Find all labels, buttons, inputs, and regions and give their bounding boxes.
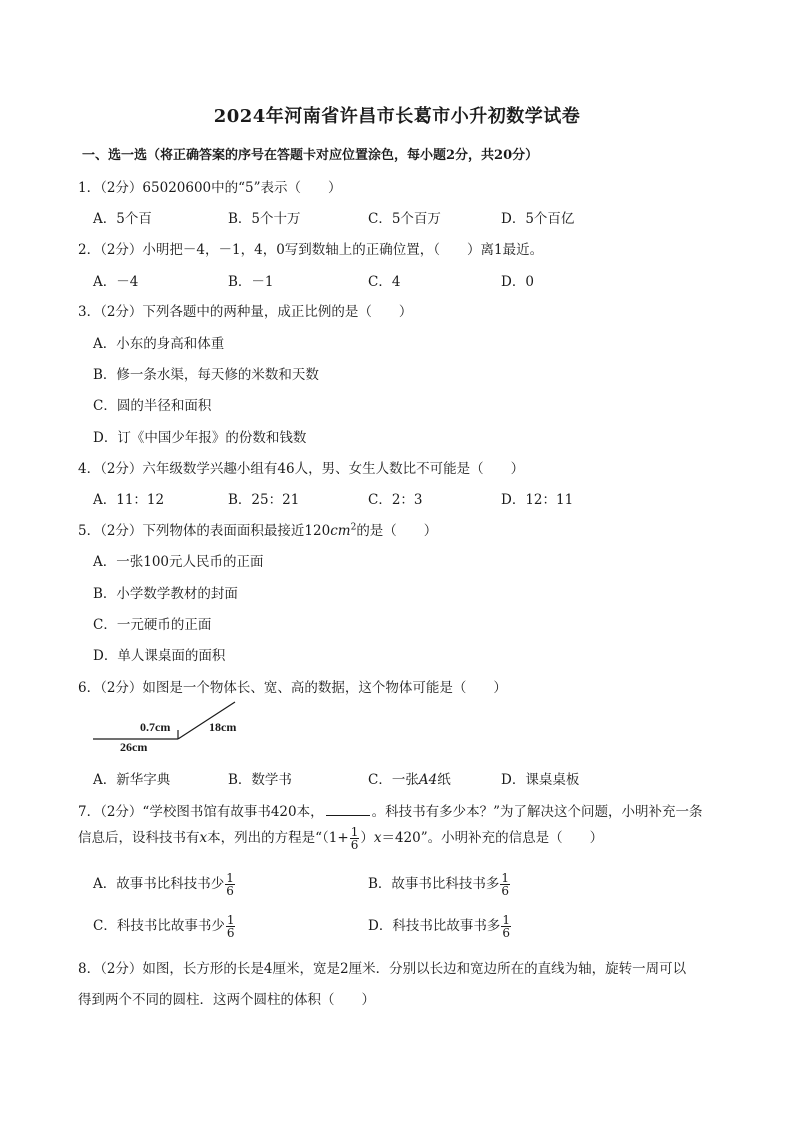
question-5-unit: cm — [330, 523, 351, 539]
fraction-denominator: 6 — [502, 926, 510, 940]
page-title: 2024年河南省许昌市长葛市小升初数学试卷 — [213, 106, 581, 127]
question-7-option-b-text: B．故事书比科技书多 — [368, 876, 500, 892]
height-label: 0.7cm — [140, 720, 171, 734]
question-2-option-d: D．0 — [501, 274, 534, 290]
length-label: 26cm — [120, 740, 148, 754]
question-4-option-d: D．12：11 — [501, 492, 574, 508]
question-1-option-d: D．5个百亿 — [501, 211, 575, 227]
fraction-denominator: 6 — [226, 926, 235, 940]
question-3-option-d: D．订《中国少年报》的份数和钱数 — [93, 430, 307, 446]
question-6-option-c-end: 纸 — [437, 772, 451, 788]
fraction-denominator: 6 — [501, 884, 510, 898]
question-1-option-c: C．5个百万 — [368, 211, 441, 227]
question-2-option-a: A．－4 — [93, 274, 139, 290]
question-7-stem-line-1 — [78, 800, 703, 820]
question-5-stem — [78, 519, 437, 539]
question-4-option-c: C．2：3 — [368, 492, 423, 508]
fraction-numerator: 1 — [226, 871, 234, 885]
question-7-line-2-end: ＝420”。小明补充的信息是（ ） — [381, 830, 604, 846]
question-7-option-a — [93, 872, 236, 897]
question-8-stem-line-2: 得到两个不同的圆柱．这两个圆柱的体积（ ） — [78, 992, 375, 1008]
question-4-stem: 4．（2分）六年级数学兴趣小组有46人，男、女生人数比不可能是（ ） — [78, 461, 525, 477]
fraction-numerator: 1 — [502, 913, 510, 927]
question-7-blank — [326, 803, 370, 816]
question-7-option-c-text: C．科技书比故事书少 — [93, 918, 225, 934]
question-7-option-d — [368, 914, 512, 939]
question-7-equation-start: 本，列出的方程是“（1+ — [207, 830, 349, 846]
section-heading: 一、选一选（将正确答案的序号在答题卡对应位置涂色，每小题2分，共20分） — [82, 148, 539, 163]
question-2-option-c: C．4 — [368, 274, 401, 290]
question-4-option-a: A．11：12 — [93, 492, 165, 508]
question-2-stem: 2．（2分）小明把－4，－1，4，0写到数轴上的正确位置，（ ）离1最近。 — [78, 242, 544, 258]
question-7-equation-paren: ） — [360, 830, 374, 846]
question-5-option-c: C．一元硬币的正面 — [93, 617, 212, 633]
question-6-option-d: D．课桌桌板 — [501, 772, 580, 788]
question-7-line-2-start: 信息后，设科技书有 — [78, 830, 200, 846]
question-7-option-d-text: D．科技书比故事书多 — [368, 918, 501, 934]
question-5-option-b: B．小学数学教材的封面 — [93, 586, 238, 602]
question-3-option-a: A．小东的身高和体重 — [93, 336, 225, 352]
question-6-figure — [92, 700, 292, 764]
question-4-option-b: B．25：21 — [228, 492, 300, 508]
question-7-stem-line-2 — [78, 826, 603, 851]
question-1-option-a: A．5个百 — [93, 211, 152, 227]
fraction-denominator: 6 — [226, 884, 234, 898]
fraction-numerator: 1 — [350, 825, 359, 839]
question-6-option-b: B．数学书 — [228, 772, 292, 788]
fraction-numerator: 1 — [226, 913, 235, 927]
width-label: 18cm — [209, 720, 237, 734]
question-7-option-b — [368, 872, 511, 897]
fraction-denominator: 6 — [350, 838, 359, 852]
question-5-stem-text: 5．（2分）下列物体的表面面积最接近120 — [78, 523, 331, 539]
question-5-unit-exponent: 2 — [350, 522, 357, 533]
question-7-equation-fraction — [350, 826, 360, 851]
question-7-variable-x: x — [199, 830, 208, 846]
question-6-option-c-text: C．一张 — [368, 772, 419, 788]
question-5-option-a: A．一张100元人民币的正面 — [93, 554, 264, 570]
fraction-numerator: 1 — [501, 871, 510, 885]
question-6-stem: 6．（2分）如图是一个物体长、宽、高的数据，这个物体可能是（ ） — [78, 680, 507, 696]
question-7-stem-continuation: 。科技书有多少本？”为了解决这个问题，小明补充一条 — [371, 804, 703, 820]
question-6-option-c-paper-size: A4 — [418, 772, 438, 788]
question-7-variable-x-2: x — [373, 830, 382, 846]
question-7-option-c-fraction — [226, 914, 236, 939]
question-3-option-c: C．圆的半径和面积 — [93, 398, 212, 414]
question-7-option-c — [93, 914, 236, 939]
question-7-option-b-fraction — [500, 872, 510, 897]
question-3-option-b: B．修一条水渠，每天修的米数和天数 — [93, 367, 319, 383]
question-8-stem-line-1: 8．（2分）如图，长方形的长是4厘米，宽是2厘米．分别以长边和宽边所在的直线为轴，旋转一周可以 — [78, 961, 687, 977]
question-6-option-c — [368, 768, 451, 788]
question-5-option-d: D．单人课桌面的面积 — [93, 648, 226, 664]
question-2-option-b: B．－1 — [228, 274, 274, 290]
question-1-option-b: B．5个十万 — [228, 211, 301, 227]
question-7-option-a-text: A．故事书比科技书少 — [93, 876, 225, 892]
question-6-option-a: A．新华字典 — [93, 772, 171, 788]
question-5-stem-end: 的是（ ） — [356, 523, 438, 539]
question-7-option-a-fraction — [225, 872, 235, 897]
question-7-stem-text: 7．（2分）“学校图书馆有故事书420本， — [78, 804, 324, 820]
question-7-option-d-fraction — [501, 914, 511, 939]
question-1-stem: 1．（2分）65020600中的“5”表示（ ） — [78, 180, 342, 196]
question-3-stem: 3．（2分）下列各题中的两种量，成正比例的是（ ） — [78, 304, 413, 320]
